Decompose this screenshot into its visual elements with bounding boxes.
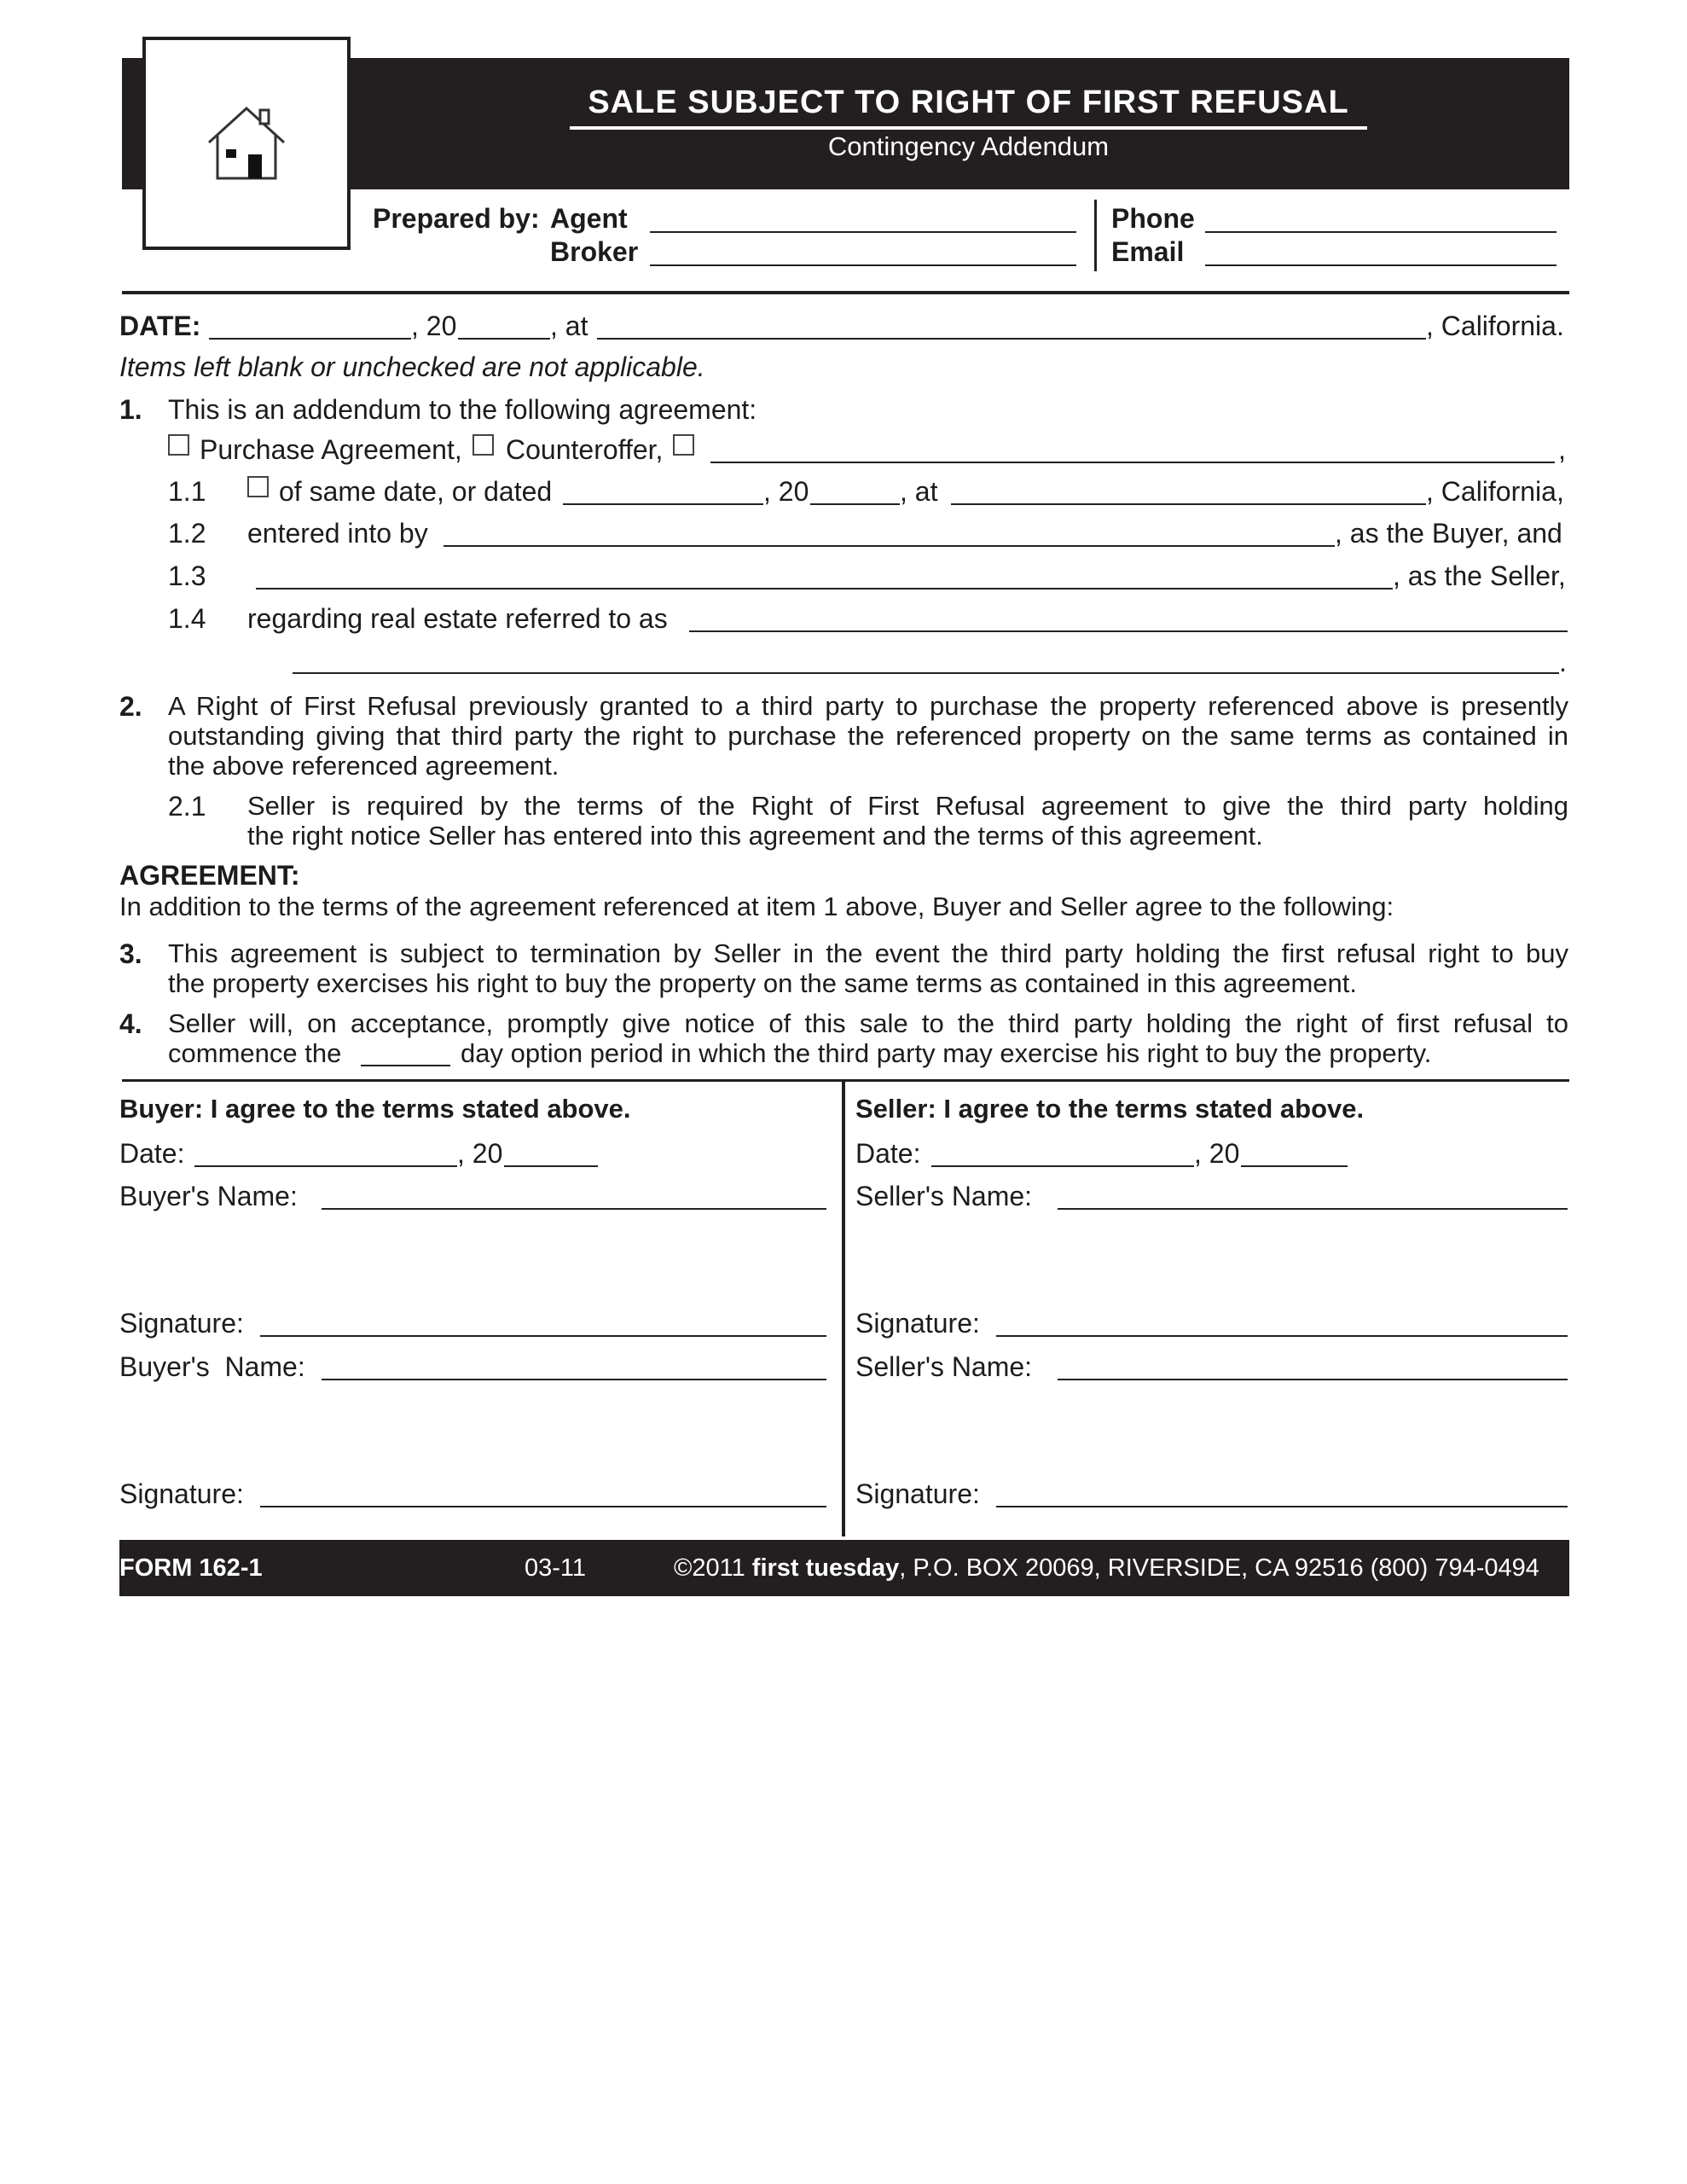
buyer-date-label: Date: (119, 1138, 185, 1169)
buyer-name-1-label: Buyer's Name: (119, 1181, 298, 1211)
dated-year-field[interactable] (810, 503, 900, 505)
blank-notice: Items left blank or unchecked are not applicable. (119, 351, 705, 382)
form-subtitle: Contingency Addendum (827, 131, 1110, 161)
seller-date-field[interactable] (931, 1165, 1194, 1167)
date-year-prefix: , 20 (411, 311, 457, 341)
date-label: DATE: (119, 311, 201, 341)
section-1-2-number: 1.2 (168, 518, 206, 549)
same-date-checkbox[interactable] (247, 476, 269, 497)
purchase-agreement-checkbox[interactable] (168, 434, 189, 456)
section-3-line-2: the property exercises his right to buy the property on the same terms as contained in this agreement. (168, 968, 1358, 998)
dated-year-prefix: , 20 (763, 476, 809, 507)
prepared-by-label: Prepared by: (373, 203, 540, 234)
prepared-divider (1094, 200, 1097, 271)
email-label: Email (1111, 236, 1185, 267)
dated-at: , at (900, 476, 938, 507)
section-3-number: 3. (119, 938, 142, 969)
seller-heading: Seller: I agree to the terms stated above. (855, 1094, 1365, 1124)
footer-address: , P.O. BOX 20069, RIVERSIDE, CA 92516 (800) 794-0494 (899, 1554, 1539, 1582)
section-1-text: This is an addendum to the following agreement: (168, 394, 757, 425)
footer-revision-code: 03-11 (525, 1554, 587, 1582)
purchase-agreement-label: Purchase Agreement, (200, 434, 462, 465)
seller-signature-2-label: Signature: (855, 1478, 980, 1509)
real-estate-text: regarding real estate referred to as (247, 603, 668, 634)
option-days-field[interactable] (361, 1065, 450, 1066)
dated-state: , California, (1426, 476, 1564, 507)
agreement-heading: AGREEMENT: (119, 860, 300, 891)
footer-brand: first tuesday (751, 1554, 900, 1582)
section-2-line-3: the above referenced agreement. (168, 751, 559, 781)
section-1-number: 1. (119, 394, 142, 425)
entered-into-by-text: entered into by (247, 518, 428, 549)
section-1-3-number: 1.3 (168, 561, 206, 591)
header-rule (122, 291, 1569, 294)
logo-box (142, 37, 351, 250)
footer-copyright-year: ©2011 (674, 1554, 745, 1582)
house-icon (204, 102, 289, 187)
agent-field[interactable] (650, 231, 1076, 233)
section-1-4-number: 1.4 (168, 603, 206, 634)
title-underline (570, 126, 1367, 130)
real-estate-field-1[interactable] (689, 630, 1568, 632)
date-field[interactable] (209, 338, 411, 340)
buyer-name-2-field[interactable] (322, 1379, 826, 1380)
other-agreement-field[interactable] (710, 462, 1555, 463)
seller-signature-2-field[interactable] (996, 1506, 1568, 1507)
buyer-party-field[interactable] (443, 545, 1335, 547)
buyer-date-field[interactable] (194, 1165, 457, 1167)
phone-field[interactable] (1205, 231, 1557, 233)
counteroffer-label: Counteroffer, (506, 434, 664, 465)
form-title: SALE SUBJECT TO RIGHT OF FIRST REFUSAL (588, 84, 1349, 120)
section-4-line-2b: day option period in which the third party may exercise his right to buy the property. (461, 1038, 1432, 1068)
seller-year-field[interactable] (1241, 1165, 1348, 1167)
section-2-1-line-2: the right notice Seller has entered into this agreement and the terms of this agreement. (247, 821, 1263, 851)
buyer-signature-1-label: Signature: (119, 1308, 244, 1339)
seller-name-2-field[interactable] (1058, 1379, 1568, 1380)
section-2-1-line-1: Seller is required by the terms of the Right of First Refusal agreement to give the third party holding (247, 791, 1568, 821)
seller-name-1-label: Seller's Name: (855, 1181, 1033, 1211)
buyer-name-2-label: Buyer's Name: (119, 1351, 305, 1382)
date-state: , California. (1426, 311, 1564, 341)
agreement-intro: In addition to the terms of the agreement referenced at item 1 above, Buyer and Seller agree to the following: (119, 892, 1394, 921)
footer-copyright (674, 1554, 1539, 1583)
seller-signature-1-label: Signature: (855, 1308, 980, 1339)
signature-top-rule (122, 1079, 1569, 1082)
broker-label: Broker (550, 236, 639, 267)
section-2-line-1: A Right of First Refusal previously granted to a third party to purchase the property referenced above is presently (168, 691, 1568, 721)
agent-label: Agent (550, 203, 628, 234)
section-3-line-1: This agreement is subject to termination by Seller in the event the third party holding the first refusal right to buy (168, 938, 1568, 968)
date-year-field[interactable] (458, 338, 550, 340)
same-date-text: of same date, or dated (279, 476, 553, 507)
section-4-line-2a: commence the (168, 1038, 342, 1068)
other-agreement-comma: , (1558, 434, 1566, 465)
date-location-field[interactable] (597, 338, 1426, 340)
email-field[interactable] (1205, 264, 1557, 266)
buyer-signature-2-label: Signature: (119, 1478, 244, 1509)
section-2-number: 2. (119, 691, 142, 722)
broker-field[interactable] (650, 264, 1076, 266)
section-2-1-number: 2.1 (168, 791, 206, 822)
buyer-heading: Buyer: I agree to the terms stated above. (119, 1094, 631, 1124)
buyer-name-1-field[interactable] (322, 1208, 826, 1210)
seller-signature-1-field[interactable] (996, 1335, 1568, 1337)
seller-party-field[interactable] (256, 588, 1393, 590)
section-1-1-number: 1.1 (168, 476, 206, 507)
as-seller-text: , as the Seller, (1393, 561, 1566, 591)
dated-field[interactable] (563, 503, 763, 505)
real-estate-field-2[interactable] (293, 672, 1559, 674)
section-4-line-1: Seller will, on acceptance, promptly give notice of this sale to the third party holding the right of first refusal to (168, 1008, 1568, 1038)
buyer-signature-2-field[interactable] (260, 1506, 826, 1507)
buyer-year-field[interactable] (504, 1165, 598, 1167)
section-4-number: 4. (119, 1008, 142, 1039)
seller-date-label: Date: (855, 1138, 921, 1169)
date-at: , at (550, 311, 588, 341)
buyer-year-prefix: , 20 (457, 1138, 503, 1169)
seller-name-2-label: Seller's Name: (855, 1351, 1033, 1382)
buyer-signature-1-field[interactable] (260, 1335, 826, 1337)
footer-form-number: FORM 162-1 (119, 1554, 263, 1582)
seller-year-prefix: , 20 (1194, 1138, 1240, 1169)
section-2-line-2: outstanding giving that third party the right to purchase the referenced property on the same terms as contained in (168, 721, 1568, 751)
real-estate-period: . (1559, 647, 1567, 677)
phone-label: Phone (1111, 203, 1195, 234)
signature-divider (842, 1079, 845, 1536)
dated-location-field[interactable] (951, 503, 1426, 505)
seller-name-1-field[interactable] (1058, 1208, 1568, 1210)
counteroffer-checkbox[interactable] (472, 434, 494, 456)
other-agreement-checkbox[interactable] (673, 434, 694, 456)
as-buyer-text: , as the Buyer, and (1335, 518, 1562, 549)
